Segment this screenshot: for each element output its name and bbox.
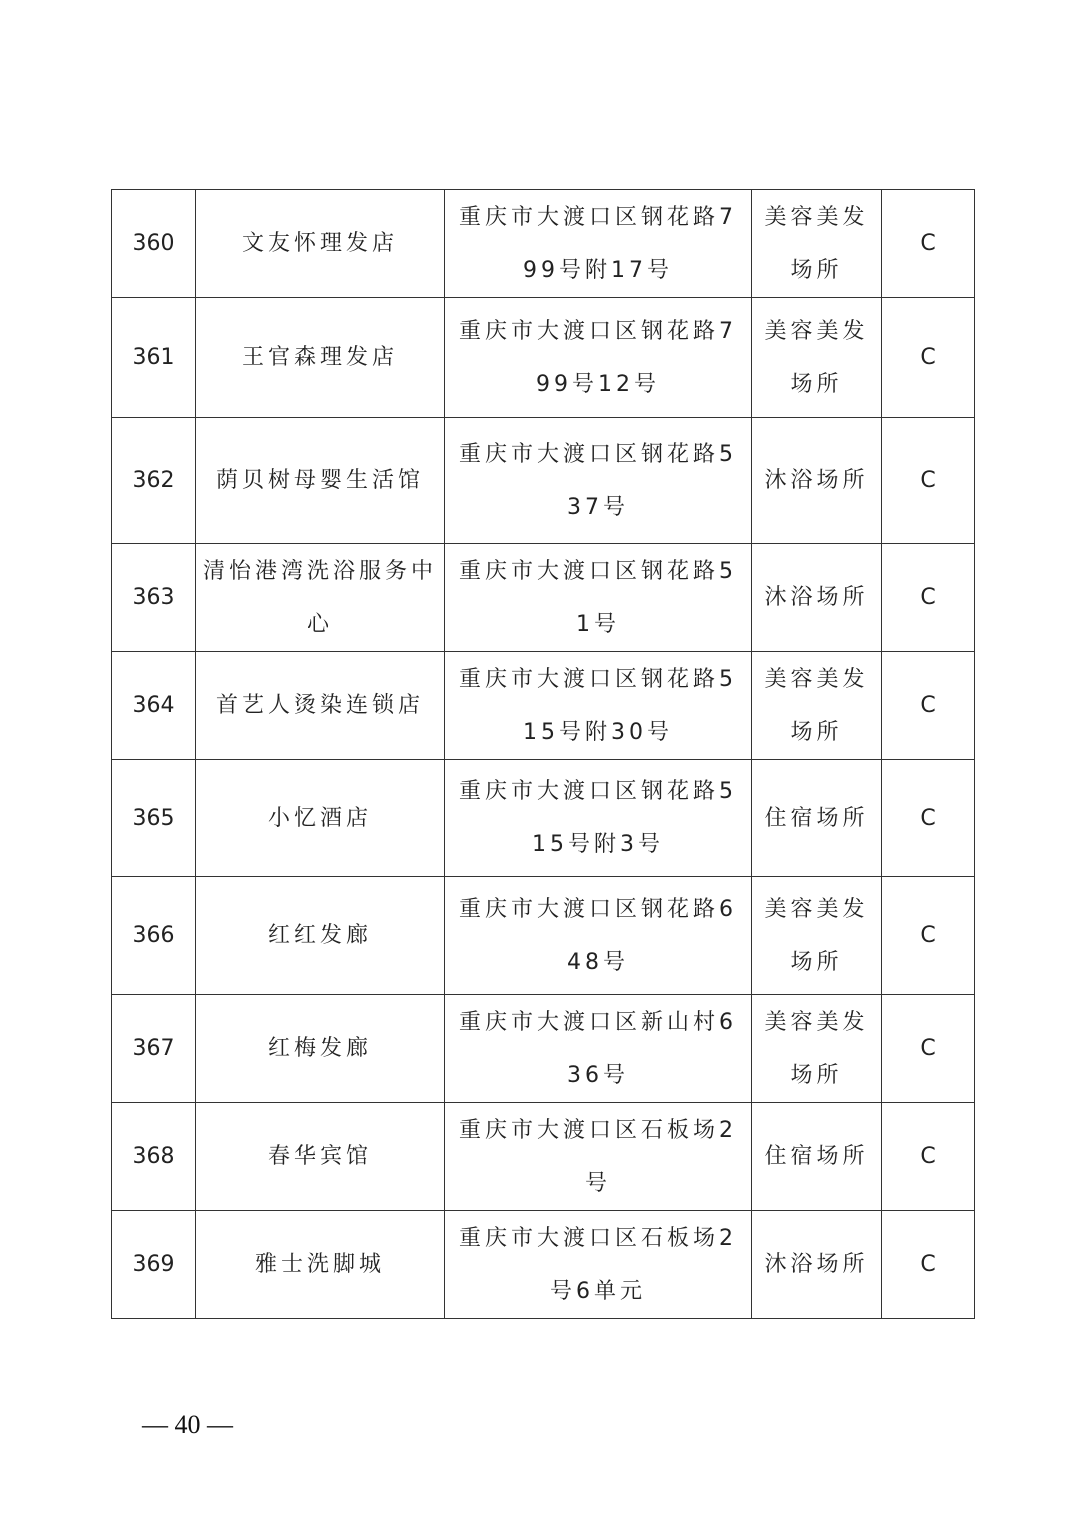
establishment-name: 红红发廊 (196, 877, 445, 995)
establishment-name: 王官森理发店 (196, 298, 445, 418)
establishment-category: 沐浴场所 (752, 418, 882, 544)
establishment-category: 美容美发场所 (752, 652, 882, 760)
establishment-name: 文友怀理发店 (196, 190, 445, 298)
row-number: 369 (112, 1211, 196, 1319)
establishment-grade: C (882, 877, 975, 995)
establishment-address: 重庆市大渡口区钢花路648号 (445, 877, 752, 995)
table-row (112, 652, 975, 760)
establishment-address: 重庆市大渡口区钢花路515号附3号 (445, 760, 752, 877)
row-number: 360 (112, 190, 196, 298)
establishment-grade: C (882, 1211, 975, 1319)
row-number: 368 (112, 1103, 196, 1211)
establishment-category: 美容美发场所 (752, 298, 882, 418)
establishment-address: 重庆市大渡口区钢花路799号12号 (445, 298, 752, 418)
establishment-category: 美容美发场所 (752, 877, 882, 995)
row-number: 366 (112, 877, 196, 995)
establishment-grade: C (882, 298, 975, 418)
establishment-name: 小忆酒店 (196, 760, 445, 877)
establishment-address: 重庆市大渡口区石板场2号 (445, 1103, 752, 1211)
establishment-category: 住宿场所 (752, 1103, 882, 1211)
row-number: 362 (112, 418, 196, 544)
establishment-address: 重庆市大渡口区新山村636号 (445, 995, 752, 1103)
table-row (112, 1103, 975, 1211)
establishment-grade: C (882, 760, 975, 877)
establishment-grade: C (882, 190, 975, 298)
establishment-category: 沐浴场所 (752, 1211, 882, 1319)
establishment-address: 重庆市大渡口区石板场2号6单元 (445, 1211, 752, 1319)
row-number: 365 (112, 760, 196, 877)
establishment-address: 重庆市大渡口区钢花路537号 (445, 418, 752, 544)
establishment-grade: C (882, 1103, 975, 1211)
table-row (112, 418, 975, 544)
establishment-name: 首艺人烫染连锁店 (196, 652, 445, 760)
establishment-name: 红梅发廊 (196, 995, 445, 1103)
establishment-address: 重庆市大渡口区钢花路799号附17号 (445, 190, 752, 298)
table-row (112, 190, 975, 298)
establishment-grade: C (882, 995, 975, 1103)
establishment-category: 住宿场所 (752, 760, 882, 877)
establishment-category: 沐浴场所 (752, 544, 882, 652)
establishment-table (111, 189, 975, 1319)
establishment-name: 荫贝树母婴生活馆 (196, 418, 445, 544)
row-number: 361 (112, 298, 196, 418)
table-row (112, 1211, 975, 1319)
row-number: 364 (112, 652, 196, 760)
establishment-name: 雅士洗脚城 (196, 1211, 445, 1319)
page-number: — 40 — (142, 1410, 233, 1439)
establishment-address: 重庆市大渡口区钢花路515号附30号 (445, 652, 752, 760)
establishment-grade: C (882, 544, 975, 652)
table-row (112, 995, 975, 1103)
establishment-grade: C (882, 652, 975, 760)
establishment-category: 美容美发场所 (752, 995, 882, 1103)
establishment-name: 春华宾馆 (196, 1103, 445, 1211)
establishment-address: 重庆市大渡口区钢花路51号 (445, 544, 752, 652)
table-row (112, 544, 975, 652)
row-number: 367 (112, 995, 196, 1103)
row-number: 363 (112, 544, 196, 652)
establishment-category: 美容美发场所 (752, 190, 882, 298)
table-row (112, 298, 975, 418)
establishment-grade: C (882, 418, 975, 544)
table-row (112, 877, 975, 995)
table-row (112, 760, 975, 877)
table-body (112, 190, 975, 1319)
establishment-name: 清怡港湾洗浴服务中心 (196, 544, 445, 652)
